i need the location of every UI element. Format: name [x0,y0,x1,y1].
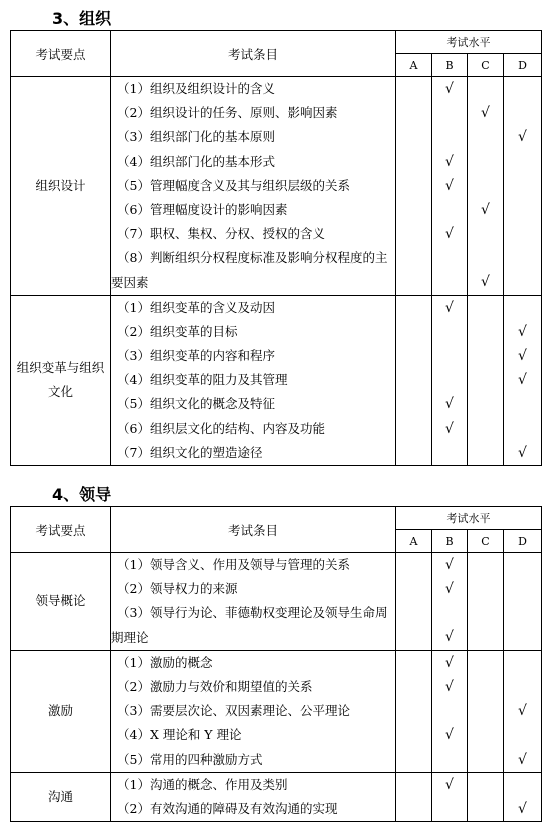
level-column-c [468,295,504,465]
exam-item: （1）领导含义、作用及领导与管理的关系 [117,557,350,572]
exam-item: （5）组织文化的概念及特征 [117,396,275,412]
check-mark-cell [468,174,503,198]
group-row [11,772,542,821]
check-mark-cell: √ [445,776,454,793]
level-header-b: B [432,54,468,77]
check-mark-cell [396,441,431,465]
check-mark-cell: √ [445,678,454,695]
level-column-d [504,772,542,821]
exam-item: （3）需要层次论、双因素理论、公平理论 [117,703,350,719]
syllabus-table [10,30,542,466]
exam-items-cell [111,553,396,651]
check-mark-cell [468,601,503,649]
check-mark-cell: √ [481,105,490,122]
section-title: 4、领导 [52,485,112,504]
exam-item: （7）职权、集权、分权、授权的含义 [117,226,325,242]
header-exam-point: 考试要点 [11,507,111,553]
check-mark-cell [468,368,503,392]
exam-item: （2）领导权力的来源 [117,581,238,597]
level-header-c: C [468,530,504,553]
check-mark-cell [468,577,503,601]
check-mark-cell: √ [445,420,454,437]
check-mark-cell [504,174,541,198]
check-mark-cell [432,101,467,125]
check-mark-cell [504,601,541,649]
check-mark-cell [432,246,467,294]
level-header-d: D [504,54,542,77]
check-mark-cell [396,174,431,198]
level-column-b [432,650,468,772]
check-mark-cell [504,773,541,797]
level-column-c [468,77,504,296]
exam-point-cell: 组织设计 [11,77,111,296]
check-mark-cell [468,723,503,747]
check-mark-cell [396,723,431,747]
level-column-a [396,295,432,465]
level-column-b [432,295,468,465]
check-mark-cell [468,344,503,368]
check-mark-cell [432,441,467,465]
exam-point-cell: 组织变革与组织文化 [11,295,111,465]
check-mark-cell [432,368,467,392]
header-exam-level: 考试水平 [396,31,542,54]
exam-items-cell [111,295,396,465]
check-mark-cell [396,222,431,246]
exam-item: （6）管理幅度设计的影响因素 [117,201,288,217]
exam-item: （1）组织变革的含义及动因 [117,299,275,315]
check-mark-cell [468,797,503,821]
check-mark-cell: √ [518,751,527,768]
check-mark-cell [504,222,541,246]
group-row [11,77,542,296]
check-mark-cell: √ [445,396,454,413]
check-mark-cell [468,651,503,675]
exam-item: （2）组织设计的任务、原则、影响因素 [117,105,338,121]
check-mark-cell: √ [445,727,454,744]
level-column-c [468,650,504,772]
check-mark-cell [504,246,541,294]
check-mark-cell: √ [518,703,527,720]
check-mark-cell: √ [481,274,490,291]
exam-items-cell [111,77,396,296]
check-mark-cell [396,577,431,601]
exam-item: （4）组织部门化的基本形式 [117,153,275,169]
level-header-c: C [468,54,504,77]
exam-item: （3）组织变革的内容和程序 [117,348,275,364]
exam-item: （5）常用的四种激励方式 [117,751,263,767]
level-column-d [504,77,542,296]
level-column-b [432,553,468,651]
exam-item: （4）X 理论和 Y 理论 [117,727,242,743]
level-column-b [432,77,468,296]
exam-point-cell: 激励 [11,650,111,772]
level-column-c [468,772,504,821]
check-mark-cell [468,222,503,246]
check-mark-cell [396,392,431,416]
level-header-d: D [504,530,542,553]
check-mark-cell: √ [518,444,527,461]
exam-item: （2）组织变革的目标 [117,323,238,339]
level-column-d [504,553,542,651]
check-mark-cell [468,150,503,174]
exam-item: （1）组织及组织设计的含义 [117,81,275,96]
check-mark-cell [468,773,503,797]
check-mark-cell: √ [445,226,454,243]
level-column-d [504,650,542,772]
check-mark-cell [468,125,503,149]
check-mark-cell [396,296,431,320]
check-mark-cell [396,320,431,344]
check-mark-cell [468,553,503,577]
check-mark-cell [468,320,503,344]
check-mark-cell [396,198,431,222]
check-mark-cell [396,246,431,294]
level-header-a: A [396,530,432,553]
group-row [11,295,542,465]
check-mark-cell [504,198,541,222]
group-row [11,553,542,651]
check-mark-cell [504,723,541,747]
exam-item: （3）领导行为论、菲德勒权变理论及领导生命周期理论 [111,605,388,645]
check-mark-cell [504,150,541,174]
level-column-a [396,77,432,296]
header-exam-level: 考试水平 [396,507,542,530]
exam-point-cell: 领导概论 [11,553,111,651]
level-column-a [396,553,432,651]
check-mark-cell [468,392,503,416]
check-mark-cell: √ [481,201,490,218]
check-mark-cell [504,577,541,601]
check-mark-cell: √ [445,153,454,170]
check-mark-cell [396,699,431,723]
check-mark-cell [432,699,467,723]
check-mark-cell: √ [445,299,454,316]
check-mark-cell: √ [518,129,527,146]
check-mark-cell [396,651,431,675]
exam-item: （1）沟通的概念、作用及类别 [117,776,288,792]
check-mark-cell: √ [445,81,454,97]
level-header-a: A [396,54,432,77]
check-mark-cell [504,651,541,675]
check-mark-cell [396,748,431,772]
check-mark-cell [504,675,541,699]
level-column-a [396,772,432,821]
check-mark-cell [432,198,467,222]
check-mark-cell [468,748,503,772]
group-row [11,650,542,772]
check-mark-cell: √ [518,348,527,365]
header-exam-item: 考试条目 [111,507,396,553]
syllabus-table [10,506,542,822]
check-mark-cell [432,125,467,149]
check-mark-cell [504,553,541,577]
exam-item: （4）组织变革的阻力及其管理 [117,372,288,388]
check-mark-cell: √ [445,629,454,646]
check-mark-cell [432,797,467,821]
check-mark-cell [432,344,467,368]
check-mark-cell [396,344,431,368]
check-mark-cell [432,748,467,772]
exam-item: （6）组织层文化的结构、内容及功能 [117,420,325,436]
check-mark-cell [504,101,541,125]
check-mark-cell [504,417,541,441]
section-title: 3、组织 [52,9,112,28]
check-mark-cell [396,553,431,577]
check-mark-cell [396,417,431,441]
level-column-d [504,295,542,465]
exam-item: （8）判断组织分权程度标准及影响分权程度的主要因素 [111,250,388,290]
check-mark-cell [396,601,431,649]
check-mark-cell [468,77,503,101]
check-mark-cell: √ [518,323,527,340]
check-mark-cell [396,150,431,174]
exam-items-cell [111,650,396,772]
exam-items-cell [111,772,396,821]
check-mark-cell: √ [445,654,454,671]
check-mark-cell [396,368,431,392]
check-mark-cell [396,125,431,149]
check-mark-cell: √ [518,800,527,817]
check-mark-cell [396,101,431,125]
exam-item: （7）组织文化的塑造途径 [117,444,263,460]
check-mark-cell [468,441,503,465]
check-mark-cell [396,797,431,821]
exam-item: （3）组织部门化的基本原则 [117,129,275,145]
check-mark-cell [396,675,431,699]
check-mark-cell: √ [445,177,454,194]
exam-item: （1）激励的概念 [117,654,213,670]
check-mark-cell [468,699,503,723]
header-exam-item: 考试条目 [111,31,396,77]
check-mark-cell: √ [445,581,454,598]
check-mark-cell [504,392,541,416]
check-mark-cell [504,77,541,101]
level-header-b: B [432,530,468,553]
check-mark-cell [432,320,467,344]
level-column-b [432,772,468,821]
check-mark-cell [468,296,503,320]
check-mark-cell [468,675,503,699]
check-mark-cell [504,296,541,320]
exam-item: （2）有效沟通的障碍及有效沟通的实现 [117,800,338,816]
exam-item: （2）激励力与效价和期望值的关系 [117,678,313,694]
level-column-a [396,650,432,772]
exam-item: （5）管理幅度含义及其与组织层级的关系 [117,177,350,193]
check-mark-cell: √ [445,557,454,573]
check-mark-cell [468,417,503,441]
exam-point-cell: 沟通 [11,772,111,821]
check-mark-cell: √ [518,372,527,389]
level-column-c [468,553,504,651]
check-mark-cell [396,773,431,797]
header-exam-point: 考试要点 [11,31,111,77]
check-mark-cell [396,77,431,101]
